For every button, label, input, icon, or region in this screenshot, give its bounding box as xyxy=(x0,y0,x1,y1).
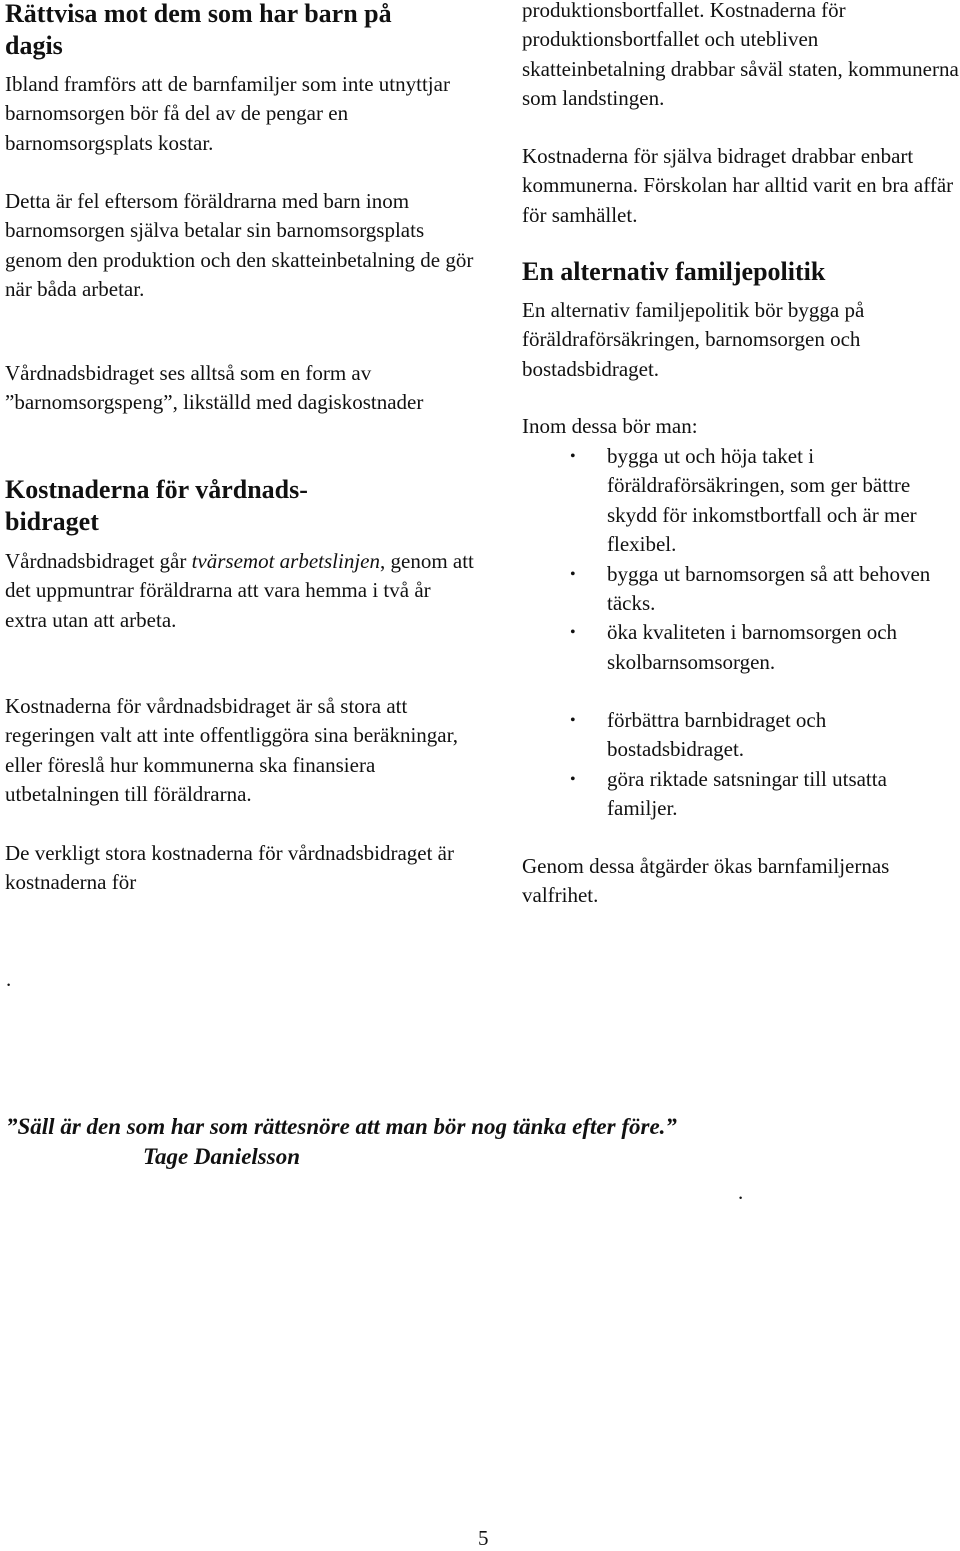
paragraph-kostnaderna-stora: Kostnaderna för vårdnadsbidraget är så stora att regeringen valt att inte offentliggöra sina beräkningar, eller föreslå hur kommunerna ska finansiera utbetalningen till föräldrarna. xyxy=(5,694,459,807)
paragraph-sjalva-bidraget: Kostnaderna för själva bidraget drabbar enbart kommunerna. Förskolan har alltid varit en bra affär för samhället. xyxy=(522,144,954,227)
list-item-text: göra riktade satsningar till utsatta familjer. xyxy=(607,766,887,821)
bullet-icon: • xyxy=(570,565,576,583)
paragraph-closing: Genom dessa åtgärder ökas barnfamiljernas valfrihet. xyxy=(522,854,890,908)
list-item xyxy=(522,442,960,560)
paragraph-tvarsemot-text: Vårdnadsbidraget går xyxy=(5,549,192,573)
list-item xyxy=(522,765,960,824)
list-item xyxy=(522,618,960,677)
paragraph-alternativ: En alternativ familjepolitik bör bygga på föräldraförsäkringen, barnomsorgen och bostadsbidraget. xyxy=(522,298,865,381)
paragraph-vardnadsbidraget-form: Vårdnadsbidraget ses alltså som en form av ”barnomsorgspeng”, likställd med dagiskostnader xyxy=(5,361,424,415)
list-item-text: öka kvaliteten i barnomsorgen och skolbarnsomsorgen. xyxy=(607,620,898,674)
paragraph-ibland: Ibland framförs att de barnfamiljer som inte utnyttjar barnomsorgen bör få del av de pengar en barnomsorgsplats kostar. xyxy=(5,72,450,155)
heading-rattvisa: Rättvisa mot dem som har barn på dagis xyxy=(5,0,392,60)
separator-dot-right: . xyxy=(738,1180,744,1204)
paragraph-produktionsbortfallet: produktionsbortfallet. Kostnaderna för produktionsbortfallet och utebliven skatteinbetalning drabbar såväl staten, kommunerna som landstingen. xyxy=(522,0,959,111)
bullet-list-a xyxy=(522,442,960,677)
list-intro: Inom dessa bör man: xyxy=(522,414,698,438)
emphasis-arbetslinjen: tvärsemot arbetslinjen xyxy=(191,549,380,573)
heading-alternativ-familjepolitik: En alternativ familjepolitik xyxy=(522,257,826,286)
paragraph-tvarsemot xyxy=(5,547,475,635)
list-item-text: bygga ut och höja taket i föräldraförsäkringen, som ger bättre skydd för inkomstbortfall och är mer flexibel. xyxy=(607,444,917,557)
list-item xyxy=(522,560,960,619)
list-item xyxy=(522,706,960,765)
heading-kostnaderna: Kostnaderna för vårdnads-bidraget xyxy=(5,475,308,536)
bullet-icon: • xyxy=(570,712,576,729)
bullet-icon: • xyxy=(570,448,576,465)
paragraph-detta: Detta är fel eftersom föräldrarna med barn inom barnomsorgen själva betalar sin barnomsorgsplats genom den produktion och den skatteinbetalning de gör när båda arbetar. xyxy=(5,189,474,302)
page-number: 5 xyxy=(478,1526,489,1550)
bullet-list-b xyxy=(522,706,960,824)
list-item-text: förbättra barnbidraget och bostadsbidraget. xyxy=(607,708,827,762)
quote-author: Tage Danielsson xyxy=(143,1144,300,1169)
paragraph-verkligt-stora: De verkligt stora kostnaderna för vårdnadsbidraget är kostnaderna för xyxy=(5,841,454,895)
bullet-icon: • xyxy=(570,624,576,642)
bullet-icon: • xyxy=(570,770,576,788)
separator-dot-left: . xyxy=(6,967,12,991)
list-item-text: bygga ut barnomsorgen så att behoven täcks. xyxy=(607,561,931,616)
quote-text: ”Säll är den som har som rättesnöre att man bör nog tänka efter före.” xyxy=(6,1114,677,1139)
paragraph-tvarsemot-rest: , genom att det uppmuntrar föräldrarna att vara hemma i två år extra utan att arbeta. xyxy=(5,549,474,632)
